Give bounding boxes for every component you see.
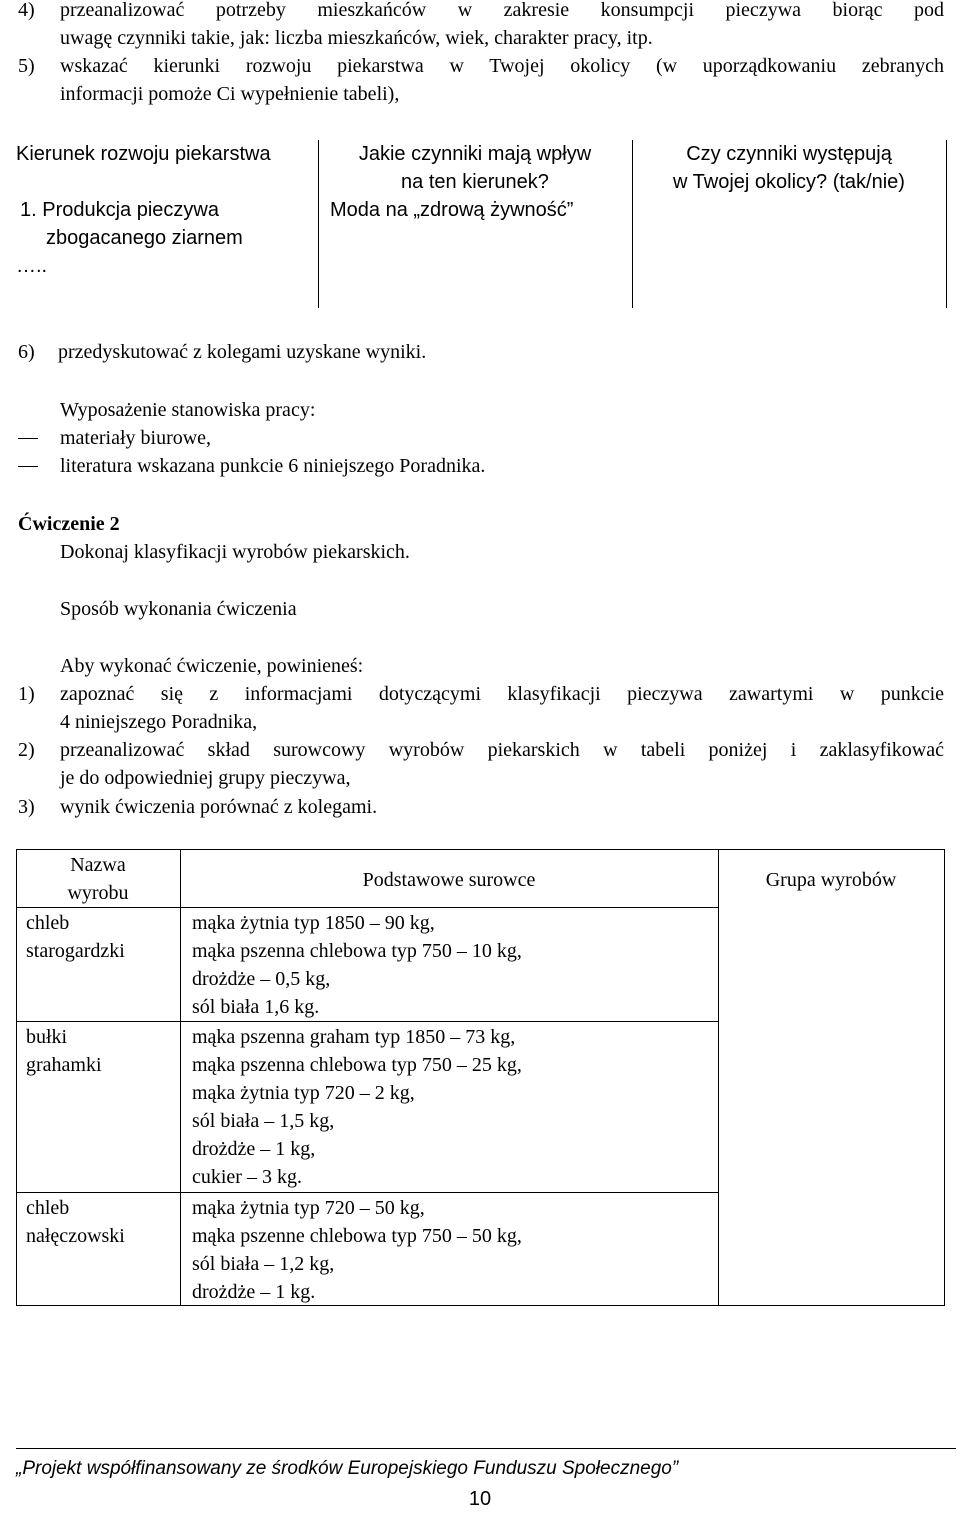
table-border xyxy=(16,1021,719,1022)
footer-text: „Projekt współfinansowany ze środków Europejskiego Funduszu Społecznego” xyxy=(16,1458,679,1479)
page-number: 10 xyxy=(468,1488,492,1510)
table-header: Czy czynniki występują xyxy=(686,143,892,165)
table-header: wyrobu xyxy=(67,882,129,904)
ingredient-line: cukier – 3 kg. xyxy=(192,1166,302,1188)
equipment-item: materiały biurowe, xyxy=(60,427,212,449)
method-title: Sposób wykonania ćwiczenia xyxy=(60,598,297,620)
list-number: 2) xyxy=(18,739,35,761)
table-header: Nazwa xyxy=(70,854,126,876)
list-number: 1) xyxy=(18,683,35,705)
list-item-text: przeanalizować potrzeby mieszkańców w zakresie konsumpcji pieczywa biorąc pod xyxy=(60,0,944,21)
list-item-text: wynik ćwiczenia porównać z kolegami. xyxy=(60,796,378,818)
list-number: 4) xyxy=(18,0,35,21)
list-number: 3) xyxy=(18,796,35,818)
ingredient-line: mąka pszenne chlebowa typ 750 – 50 kg, xyxy=(192,1225,522,1247)
ingredient-line: mąka żytnia typ 720 – 50 kg, xyxy=(192,1197,425,1219)
list-item-text: wskazać kierunki rozwoju piekarstwa w Twojej okolicy (w uporządkowaniu zebranych xyxy=(60,55,944,77)
table-header: Grupa wyrobów xyxy=(765,869,897,891)
table-header: na ten kierunek? xyxy=(401,171,549,193)
table-header: Kierunek rozwoju piekarstwa xyxy=(16,143,271,165)
equipment-title: Wyposażenie stanowiska pracy: xyxy=(60,399,316,421)
table-header: Jakie czynniki mają wpływ xyxy=(358,143,592,165)
product-name: chleb xyxy=(26,912,70,934)
table-border xyxy=(16,849,17,1306)
table-header: Podstawowe surowce xyxy=(362,869,536,891)
table-cell: 1. Produkcja pieczywa xyxy=(20,199,219,221)
equipment-item: literatura wskazana punkcie 6 niniejszego Poradnika. xyxy=(60,455,486,477)
list-item-text: przeanalizować skład surowcowy wyrobów piekarskich w tabeli poniżej i zaklasyfikować xyxy=(60,739,944,761)
ingredient-line: sól biała – 1,2 kg, xyxy=(192,1253,335,1275)
table-border xyxy=(944,849,945,1306)
table-border xyxy=(16,907,719,908)
list-item-text: informacji pomoże Ci wypełnienie tabeli), xyxy=(60,83,400,105)
ingredient-line: drożdże – 0,5 kg, xyxy=(192,968,331,990)
product-name: chleb xyxy=(26,1197,70,1219)
method-intro: Aby wykonać ćwiczenie, powinieneś: xyxy=(60,655,364,677)
table-border xyxy=(16,1192,719,1193)
table-cell: ….. xyxy=(16,255,48,277)
table-divider xyxy=(946,140,947,308)
dash-bullet xyxy=(18,438,38,439)
dash-bullet xyxy=(18,466,38,467)
ingredient-line: mąka pszenna graham typ 1850 – 73 kg, xyxy=(192,1026,516,1048)
ingredient-line: sól biała – 1,5 kg, xyxy=(192,1110,335,1132)
list-item-text: uwagę czynniki takie, jak: liczba mieszkańców, wiek, charakter pracy, itp. xyxy=(60,27,653,49)
product-name: nałęczowski xyxy=(26,1225,125,1247)
ingredient-line: mąka pszenna chlebowa typ 750 – 10 kg, xyxy=(192,940,522,962)
product-name: grahamki xyxy=(26,1054,102,1076)
table-border xyxy=(718,849,719,1306)
table-cell: Moda na „zdrową żywność” xyxy=(330,199,574,221)
ingredient-line: mąka pszenna chlebowa typ 750 – 25 kg, xyxy=(192,1054,522,1076)
list-number: 5) xyxy=(18,55,35,77)
list-item-text: je do odpowiedniej grupy pieczywa, xyxy=(60,767,351,789)
table-cell: zbogacanego ziarnem xyxy=(46,227,243,249)
table-border xyxy=(16,1305,945,1306)
footer-rule xyxy=(16,1448,956,1449)
ingredient-line: mąka żytnia typ 720 – 2 kg, xyxy=(192,1082,415,1104)
product-name: bułki xyxy=(26,1026,68,1048)
list-item-text: przedyskutować z kolegami uzyskane wyniki. xyxy=(58,341,427,363)
ingredient-line: drożdże – 1 kg. xyxy=(192,1281,316,1303)
table-border xyxy=(180,849,181,1306)
product-name: starogardzki xyxy=(26,940,125,962)
list-item-text: 4 niniejszego Poradnika, xyxy=(60,711,258,733)
ingredient-line: mąka żytnia typ 1850 – 90 kg, xyxy=(192,912,435,934)
list-item-text: zapoznać się z informacjami dotyczącymi klasyfikacji pieczywa zawartymi w punkcie xyxy=(60,683,944,705)
table-border xyxy=(16,849,945,850)
section-title: Ćwiczenie 2 xyxy=(18,513,120,535)
list-number: 6) xyxy=(18,341,35,363)
exercise-task: Dokonaj klasyfikacji wyrobów piekarskich. xyxy=(60,541,410,563)
table-header: w Twojej okolicy? (tak/nie) xyxy=(673,171,905,193)
ingredient-line: drożdże – 1 kg, xyxy=(192,1138,316,1160)
ingredient-line: sól biała 1,6 kg. xyxy=(192,996,320,1018)
